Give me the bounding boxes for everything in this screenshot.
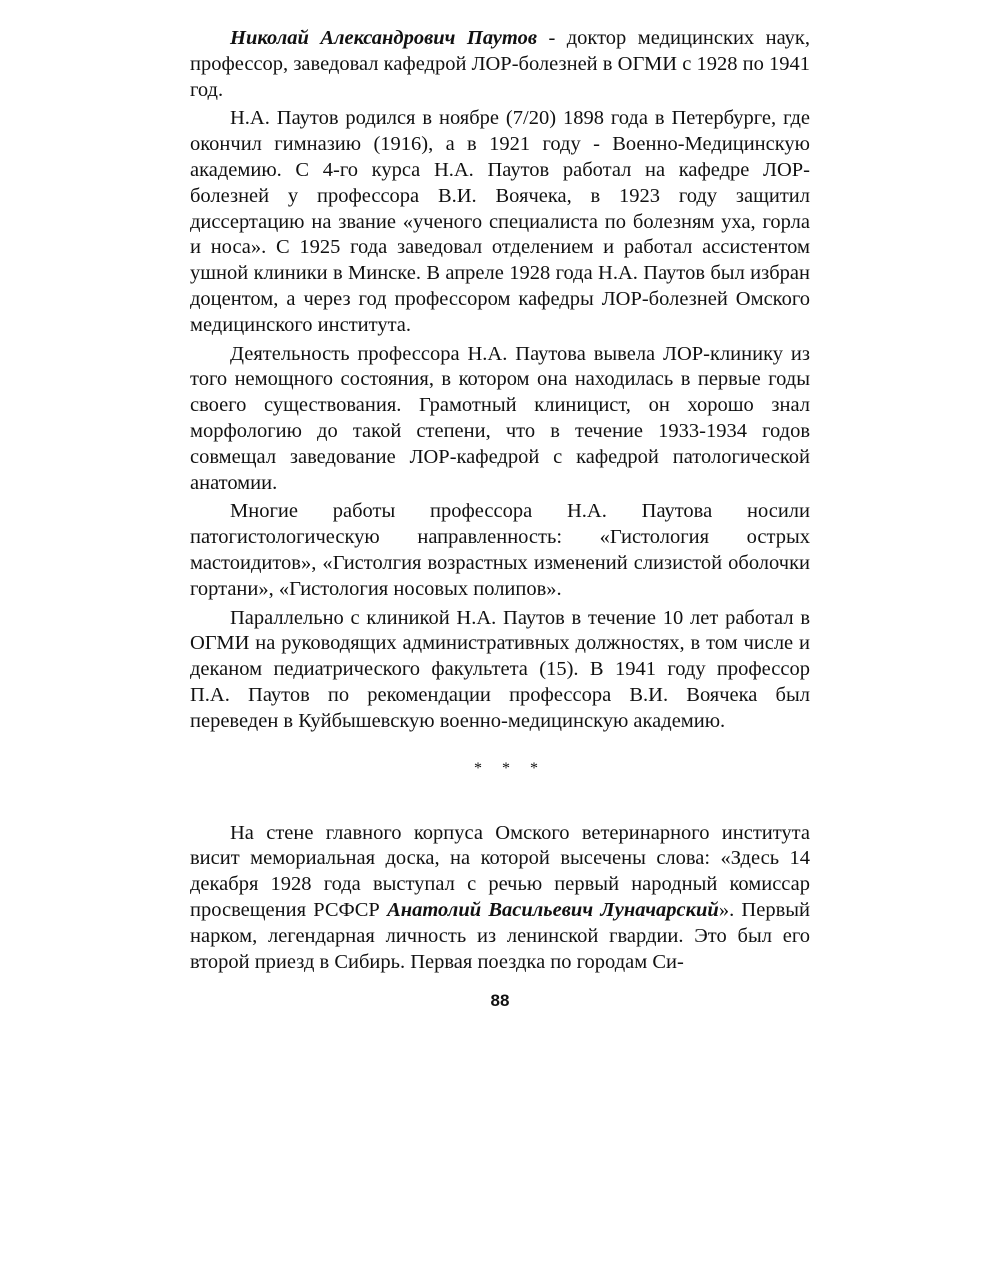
intro-text: - доктор медицинских наук, профессор, заведовал кафедрой ЛОР-болезней в ОГМИ с 1928 по 1941 год. (190, 27, 810, 101)
lunacharsky-text-after: ». Первый нарком, легендарная личность из ленинской гвардии. Это был его второй приезд в Сибирь. Первая поездка по городам Си- (190, 898, 811, 973)
page-number: 88 (490, 991, 510, 1010)
person-name-lunacharsky: Анатолий Васильевич Луначарский (387, 898, 719, 921)
person-name-pautov: Николай Александрович Паутов (230, 27, 537, 49)
section-separator: * * * (474, 759, 546, 777)
paragraph-administration: Параллельно с клиникой Н.А. Паутов в течение 10 лет работал в ОГМИ на руководящих административных должностях, в том числе и деканом педиатрического факультета (15). В 1941 году профессор П.А. Паутов по рекомендации профессора В.И. Воячека был переведен в Куйбышевскую военно-медицинскую академию. (190, 606, 810, 732)
lunacharsky-text-before: На стене главного корпуса Омского ветеринарного института висит мемориальная доска, на которой высечены слова: «Здесь 14 декабря 1928 года выступал с речью первый народный комиссар просвещения РСФСР (190, 821, 810, 921)
paragraph-works: Многие работы профессора Н.А. Паутова носили патогистологическую направленность: «Гистология острых мастоидитов», «Гистолгия возрастных изменений слизистой оболочки гортани», «Гистология носовых полипов». (190, 500, 810, 600)
page-body (190, 26, 810, 975)
paragraph-biography: Н.А. Паутов родился в ноябре (7/20) 1898 года в Петербурге, где окончил гимназию (1916), а в 1921 году - Военно-Медицинскую академию. С 4-го курса Н.А. Паутов работал на кафедре ЛОР-болезней у профессора В.И. Воячека, в 1923 году защитил диссертацию на звание «ученого специалиста по болезням уха, горла и носа». С 1925 года заведовал отделением и работал ассистентом ушной клиники в Минске. В апреле 1928 года Н.А. Паутов был избран доцентом, а через год профессором кафедры ЛОР-болезней Омского медицинского института. (190, 107, 810, 336)
paragraph-intro (190, 26, 810, 103)
paragraph-clinic: Деятельность профессора Н.А. Паутова вывела ЛОР-клинику из того немощного состояния, в котором она находилась в первые годы своего существования. Грамотный клиницист, он хорошо знал морфологию до такой степени, что в течение 1933-1934 годов совмещал заведование ЛОР-кафедрой с кафедрой патологической анатомии. (190, 342, 810, 494)
paragraph-lunacharsky (190, 821, 810, 976)
